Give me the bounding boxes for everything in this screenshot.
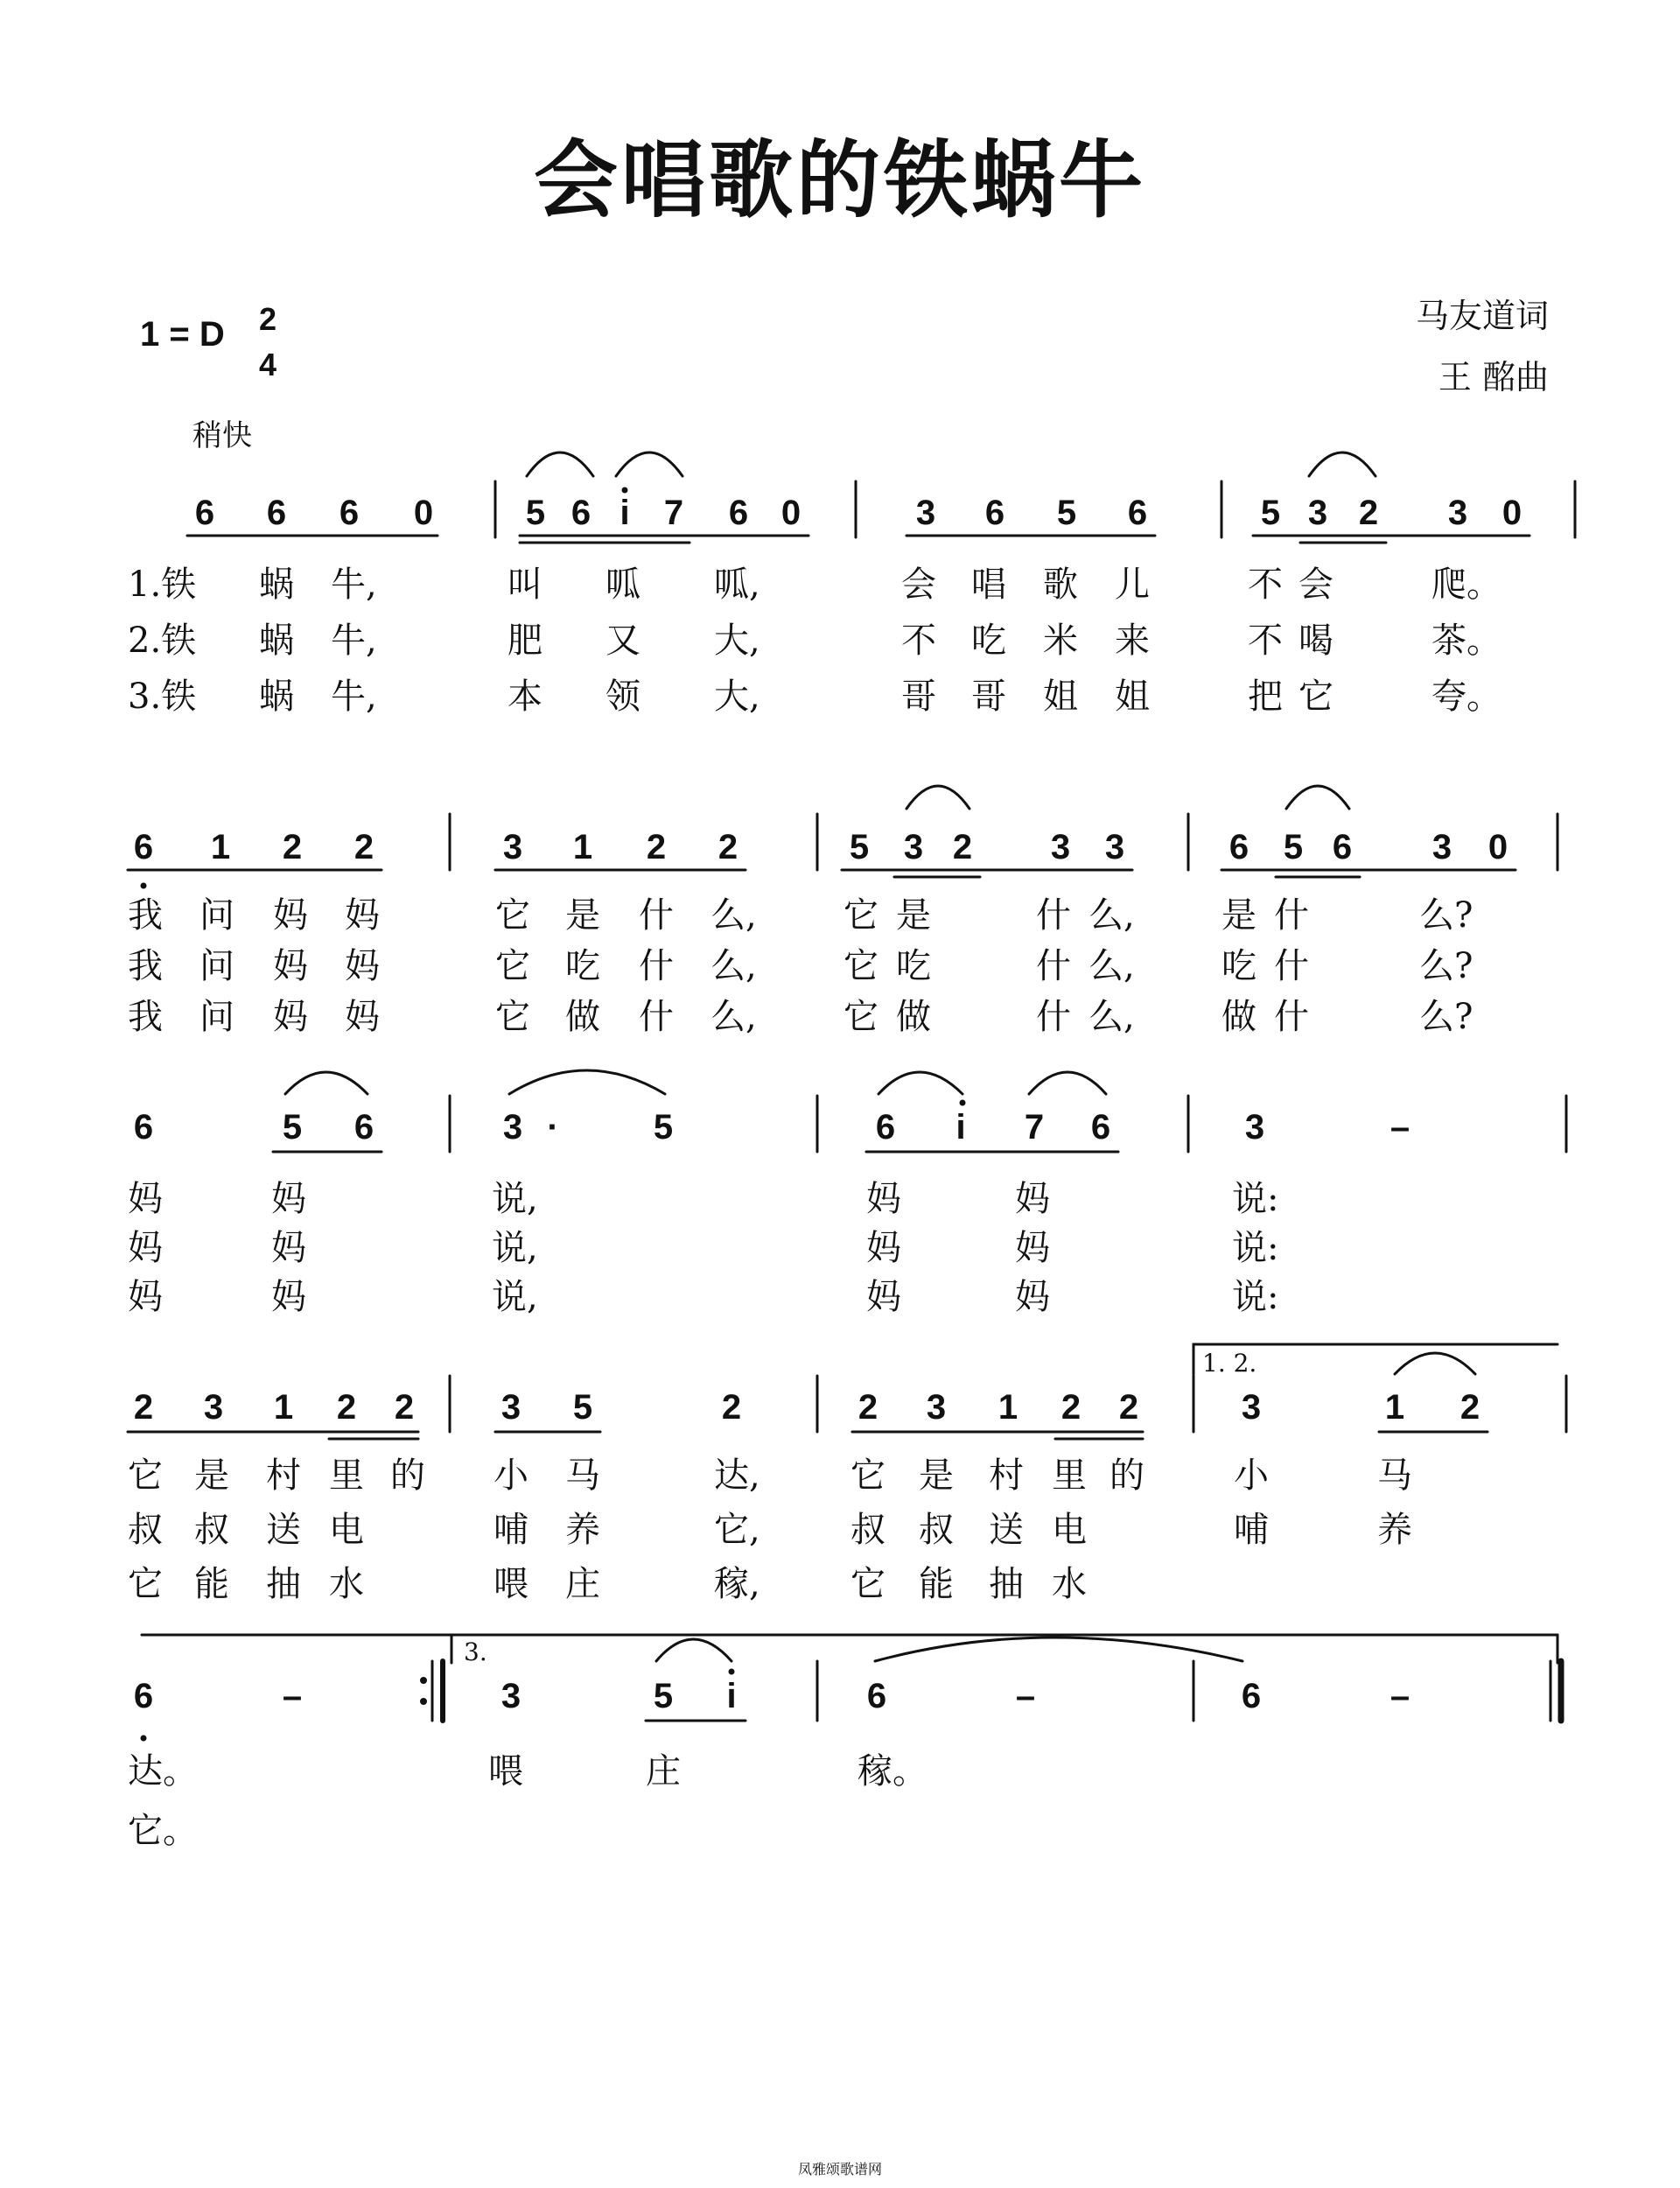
note: 6 [1332, 828, 1353, 866]
tempo-marking: 稍快 [192, 418, 252, 453]
lyric: 不 [901, 621, 936, 661]
lyric: 又 [606, 621, 640, 661]
lyric: 村 [266, 1455, 301, 1496]
note: 2 [858, 1388, 878, 1427]
slur [878, 1072, 962, 1094]
note: 6 [133, 828, 154, 866]
note: 6 [728, 494, 749, 532]
lyric: 哺 [494, 1510, 528, 1550]
lyric: 妈 [271, 1277, 306, 1317]
note: 2 [718, 828, 738, 866]
lyric: 么, [710, 946, 757, 986]
lyric: 叔 [850, 1510, 886, 1550]
lyric: 说, [492, 1228, 538, 1268]
lyric: 喂 [494, 1564, 528, 1604]
lyric: 电 [1052, 1510, 1087, 1550]
lyric: 姐 [1115, 677, 1150, 717]
note: 3 [1307, 494, 1328, 532]
note: 2 [721, 1388, 742, 1427]
lyric: 妈 [273, 946, 308, 986]
note: 5 [1056, 494, 1077, 532]
time-signature-bottom: 4 [259, 347, 277, 382]
lyric: 里 [329, 1455, 364, 1496]
note: 3 [1432, 828, 1452, 866]
lyric: 妈 [128, 1277, 163, 1317]
lyricist-credit: 马友道词 [1415, 297, 1549, 335]
lyric: 能 [919, 1564, 954, 1604]
lyric: 呱, [714, 565, 760, 605]
note: 5 [282, 1108, 303, 1147]
lyric: 稼, [714, 1564, 760, 1604]
lyric: 妈 [128, 1179, 163, 1219]
lyric: 蜗 [259, 565, 294, 605]
lyric: 唱 [971, 565, 1006, 605]
lyric: 妈 [866, 1179, 901, 1219]
lyric: 是 [919, 1455, 954, 1496]
note: 2 [354, 828, 374, 866]
lyric: 1.铁 [128, 565, 197, 605]
lyric: 会 [1298, 565, 1334, 605]
lyric: 夸。 [1432, 677, 1502, 717]
lyric: 领 [606, 677, 640, 717]
lyric: 不 [1248, 565, 1283, 605]
lyric: 妈 [1015, 1228, 1050, 1268]
note: 0 [1502, 494, 1522, 532]
note: 2 [1118, 1388, 1139, 1427]
lyric: 妈 [128, 1228, 163, 1268]
lyric: 村 [989, 1455, 1024, 1496]
lyric: 叔 [128, 1510, 163, 1550]
lyric: 3.铁 [128, 677, 197, 717]
lyric: 做 [565, 997, 600, 1037]
lyric: 它 [495, 997, 530, 1037]
note: 3 [1104, 828, 1125, 866]
slur [509, 1070, 665, 1094]
note: 5 [653, 1677, 674, 1715]
repeat-dot [420, 1698, 427, 1705]
lyric: 送 [989, 1510, 1024, 1550]
lyric: 么, [1088, 895, 1135, 936]
lyric: 么, [710, 895, 757, 936]
lyric: 说: [1232, 1228, 1279, 1268]
note: · [547, 1108, 559, 1147]
lyric: 它 [128, 1455, 163, 1496]
lyric: 姐 [1043, 677, 1078, 717]
volta-bracket [1194, 1344, 1558, 1378]
lyric: 什 [1036, 997, 1071, 1037]
note: 6 [570, 494, 592, 532]
low-dot [141, 883, 147, 889]
lyric: 妈 [345, 895, 380, 936]
lyric: 的 [1110, 1455, 1144, 1496]
lyric: 它 [844, 895, 878, 936]
note: 2 [282, 828, 303, 866]
note: – [1390, 1677, 1410, 1715]
lyric: 牛, [331, 565, 377, 605]
slur [1029, 1072, 1106, 1094]
lyric: 不 [1248, 621, 1283, 661]
lyric: 吃 [1222, 946, 1256, 986]
lyric: 我 [128, 895, 163, 936]
lyric: 小 [1234, 1455, 1269, 1496]
lyric: 大, [714, 677, 760, 717]
note: i [956, 1108, 966, 1147]
lyric: 是 [896, 895, 931, 936]
lyric: 抽 [266, 1564, 301, 1604]
key-signature: 1 = D [140, 315, 225, 354]
note: – [282, 1677, 303, 1715]
lyric: 什 [639, 895, 674, 936]
lyric: 妈 [1015, 1179, 1050, 1219]
note: – [1015, 1677, 1036, 1715]
lyric: 什 [1274, 997, 1309, 1037]
note: 2 [133, 1388, 154, 1427]
lyric: 会 [901, 565, 936, 605]
lyric: 什 [639, 997, 674, 1037]
lyric: 吃 [896, 946, 931, 986]
lyric: 是 [565, 895, 600, 936]
lyric: 它 [844, 946, 878, 986]
slur [1309, 452, 1376, 476]
lyric: 水 [1052, 1564, 1087, 1604]
lyric: 养 [565, 1510, 600, 1550]
lyric: 蜗 [259, 677, 294, 717]
slur [527, 452, 593, 476]
lyric: 歌 [1043, 565, 1078, 605]
note: 3 [203, 1388, 224, 1427]
note: 3 [903, 828, 924, 866]
lyric: 马 [565, 1455, 600, 1496]
note: 7 [663, 494, 684, 532]
lyric: 问 [200, 895, 234, 936]
lyric: 吃 [971, 621, 1006, 661]
lyric: 能 [194, 1564, 229, 1604]
lyric: 什 [639, 946, 674, 986]
note: 2 [1060, 1388, 1082, 1427]
lyric: 叔 [919, 1510, 954, 1550]
note: 6 [339, 494, 360, 532]
lyric: 牛, [331, 677, 377, 717]
lyric: 做 [896, 997, 931, 1037]
lyric: 它 [495, 895, 530, 936]
lyric: 本 [508, 677, 542, 717]
note: 6 [984, 494, 1005, 532]
high-dot [622, 487, 628, 494]
lyric: 我 [128, 997, 163, 1037]
note: 3 [502, 828, 523, 866]
note: 0 [780, 494, 802, 532]
lyric: 做 [1222, 997, 1256, 1037]
lyric: 它 [844, 997, 878, 1037]
note: 1 [572, 828, 593, 866]
lyric: 呱 [606, 565, 640, 605]
lyric: 么? [1419, 946, 1474, 986]
lyric: 电 [329, 1510, 364, 1550]
note: 2 [1460, 1388, 1480, 1427]
lyric: 大, [714, 621, 760, 661]
lyric: 妈 [271, 1179, 306, 1219]
high-dot [960, 1100, 966, 1106]
lyric: 哥 [971, 677, 1006, 717]
lyric: 喂 [488, 1751, 523, 1792]
slur [616, 452, 682, 476]
lyric: 它 [495, 946, 530, 986]
note: 3 [500, 1388, 522, 1427]
lyric: 来 [1115, 621, 1150, 661]
note: 3 [500, 1677, 522, 1715]
slur [285, 1072, 368, 1094]
note: 6 [1228, 828, 1250, 866]
lyric: 达, [714, 1455, 760, 1496]
lyric: 它 [850, 1455, 886, 1496]
lyric: 妈 [1015, 1277, 1050, 1317]
lyric: 养 [1377, 1510, 1412, 1550]
volta-first-label: 1. 2. [1202, 1349, 1257, 1378]
lyric: 叫 [508, 565, 542, 605]
lyric: 问 [200, 997, 234, 1037]
lyric: 米 [1043, 621, 1078, 661]
lyric: 什 [1274, 895, 1309, 936]
lyric: 水 [329, 1564, 364, 1604]
note: – [1390, 1108, 1410, 1147]
note: i [726, 1677, 737, 1715]
note: 3 [1050, 828, 1071, 866]
lyric: 是 [1222, 895, 1256, 936]
lyric: 爬。 [1432, 565, 1502, 605]
repeat-dot [420, 1677, 427, 1684]
composer-credit: 王 酩曲 [1438, 358, 1549, 396]
lyric: 茶。 [1432, 621, 1502, 661]
note: 3 [1241, 1388, 1262, 1427]
note: 6 [133, 1677, 154, 1715]
low-dot [141, 1736, 147, 1742]
lyric: 它。 [128, 1811, 198, 1851]
lyric: 妈 [866, 1277, 901, 1317]
lyric: 么, [1088, 997, 1135, 1037]
lyric: 它, [714, 1510, 760, 1550]
lyric: 吃 [565, 946, 600, 986]
lyric: 把 [1248, 677, 1283, 717]
slur [656, 1639, 732, 1661]
note: 5 [525, 494, 546, 532]
note: 6 [133, 1108, 154, 1147]
lyric: 妈 [273, 997, 308, 1037]
note: 2 [394, 1388, 415, 1427]
note: 3 [502, 1108, 523, 1147]
lyric: 它 [128, 1564, 163, 1604]
lyric: 妈 [271, 1228, 306, 1268]
lyric: 说: [1232, 1277, 1279, 1317]
lyric: 说, [492, 1277, 538, 1317]
note: 3 [1447, 494, 1468, 532]
note: 6 [354, 1108, 374, 1147]
lyric: 喝 [1298, 621, 1334, 661]
lyric: 里 [1052, 1455, 1087, 1496]
lyric: 妈 [345, 946, 380, 986]
note: 3 [926, 1388, 947, 1427]
lyric: 说, [492, 1179, 538, 1219]
volta-second-label: 3. [464, 1637, 487, 1666]
note: 6 [1127, 494, 1148, 532]
footer-watermark: 凤雅颂歌谱网 [797, 2161, 882, 2177]
lyric: 是 [194, 1455, 229, 1496]
lyric: 什 [1036, 946, 1071, 986]
lyric: 问 [200, 946, 234, 986]
slur [1395, 1353, 1475, 1374]
lyric: 抽 [989, 1564, 1024, 1604]
note: i [620, 494, 630, 532]
note: 1 [273, 1388, 294, 1427]
lyric: 庄 [646, 1751, 681, 1792]
note: 6 [875, 1108, 896, 1147]
lyric: 儿 [1115, 565, 1150, 605]
lyric: 肥 [508, 621, 542, 661]
note: 2 [646, 828, 667, 866]
lyric: 牛, [331, 621, 377, 661]
lyric: 妈 [866, 1228, 901, 1268]
lyric: 妈 [273, 895, 308, 936]
note: 1 [210, 828, 231, 866]
note: 6 [266, 494, 287, 532]
lyric: 蜗 [259, 621, 294, 661]
lyric: 送 [266, 1510, 301, 1550]
slur [906, 786, 970, 809]
note: 3 [1244, 1108, 1265, 1147]
note: 6 [1090, 1108, 1111, 1147]
time-signature-top: 2 [259, 301, 277, 337]
lyric: 它 [1298, 677, 1334, 717]
note: 1 [1384, 1388, 1405, 1427]
lyric: 小 [494, 1455, 528, 1496]
note: 2 [952, 828, 973, 866]
lyric: 说: [1232, 1179, 1279, 1219]
lyric: 什 [1036, 895, 1071, 936]
lyric: 么? [1419, 895, 1474, 936]
note: 0 [413, 494, 434, 532]
note: 3 [915, 494, 936, 532]
note: 5 [653, 1108, 674, 1147]
lyric: 的 [390, 1455, 425, 1496]
lyric: 它 [850, 1564, 886, 1604]
note: 6 [866, 1677, 887, 1715]
song-title: 会唱歌的铁蜗牛 [534, 131, 1146, 229]
note: 5 [1283, 828, 1304, 866]
lyric: 2.铁 [128, 621, 197, 661]
note: 1 [998, 1388, 1018, 1427]
lyric: 么, [1088, 946, 1135, 986]
lyric: 妈 [345, 997, 380, 1037]
lyric: 么, [710, 997, 757, 1037]
lyric: 么? [1419, 997, 1474, 1037]
lyric: 马 [1377, 1455, 1412, 1496]
slur [1286, 786, 1349, 809]
lyric: 我 [128, 946, 163, 986]
lyric: 庄 [565, 1564, 600, 1604]
lyric: 哥 [901, 677, 936, 717]
note: 2 [336, 1388, 357, 1427]
note: 5 [849, 828, 870, 866]
lyric: 达。 [128, 1751, 198, 1792]
lyric: 什 [1274, 946, 1309, 986]
note: 2 [1358, 494, 1379, 532]
lyric: 哺 [1234, 1510, 1269, 1550]
note: 0 [1488, 828, 1508, 866]
note: 7 [1024, 1108, 1045, 1147]
slur [875, 1637, 1242, 1661]
high-dot [729, 1669, 735, 1675]
lyric: 稼。 [858, 1751, 928, 1792]
note: 5 [572, 1388, 593, 1427]
note: 6 [194, 494, 215, 532]
note: 6 [1241, 1677, 1262, 1715]
note: 5 [1260, 494, 1281, 532]
lyric: 叔 [194, 1510, 229, 1550]
